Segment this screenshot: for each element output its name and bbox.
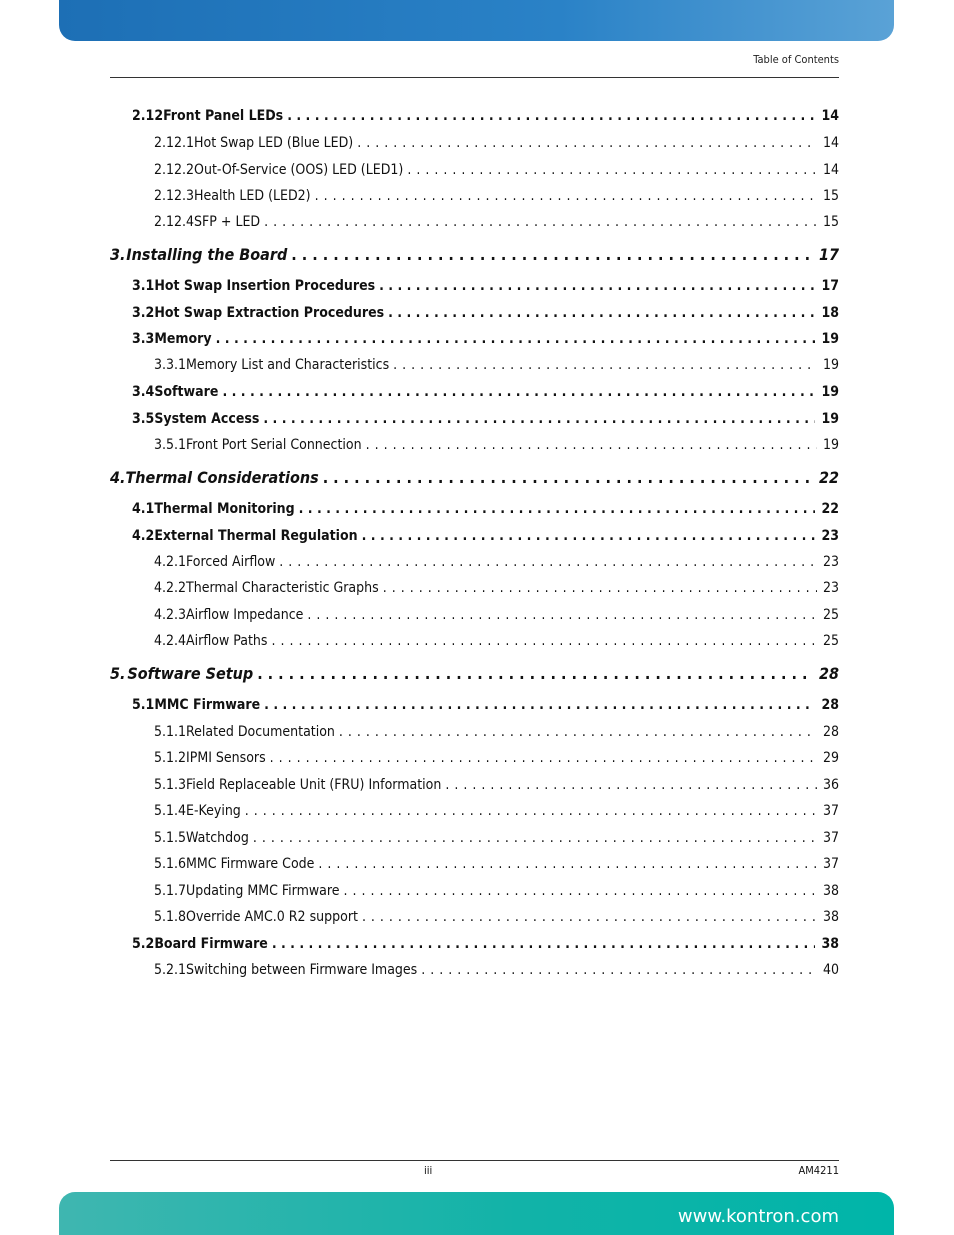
dot-leader xyxy=(216,331,816,347)
dot-leader xyxy=(379,278,815,294)
toc-entry[interactable] xyxy=(110,214,839,234)
header-rule xyxy=(110,77,839,78)
toc-entry-page[interactable]: 37 xyxy=(822,830,839,846)
toc-entry-page[interactable]: 28 xyxy=(822,724,839,740)
toc-entry-number: 4.2.2 xyxy=(154,580,187,596)
bottom-banner xyxy=(59,1192,894,1235)
toc-entry-title[interactable]: MMC Firmware Code xyxy=(186,856,315,872)
dot-leader xyxy=(357,135,817,151)
toc-entry-page[interactable]: 19 xyxy=(822,357,839,373)
toc-entry-page[interactable]: 17 xyxy=(821,278,839,294)
toc-entry[interactable] xyxy=(110,411,839,431)
dot-leader xyxy=(315,188,817,204)
toc-entry-number: 5.1.6 xyxy=(154,856,187,872)
toc-entry[interactable] xyxy=(110,724,839,744)
toc-entry-title[interactable]: Airflow Impedance xyxy=(186,607,304,623)
toc-entry-page[interactable]: 36 xyxy=(822,777,839,793)
toc-entry-title[interactable]: Front Port Serial Connection xyxy=(186,437,362,453)
toc-entry-title[interactable]: Hot Swap Insertion Procedures xyxy=(154,278,376,294)
toc-entry-title[interactable]: Related Documentation xyxy=(186,724,335,740)
dot-leader xyxy=(264,697,815,713)
toc-entry[interactable] xyxy=(110,856,839,876)
toc-entry[interactable] xyxy=(110,664,839,684)
toc-entry[interactable] xyxy=(110,697,839,717)
toc-entry-number: 5.1 xyxy=(132,697,155,713)
toc-entry-page[interactable]: 37 xyxy=(822,856,839,872)
toc-entry[interactable] xyxy=(110,188,839,208)
toc-entry[interactable] xyxy=(110,936,839,956)
toc-entry-title[interactable]: Updating MMC Firmware xyxy=(186,883,340,899)
toc-entry-number: 3. xyxy=(110,245,126,264)
toc-entry-title[interactable]: Watchdog xyxy=(186,830,249,846)
toc-entry-page[interactable]: 23 xyxy=(822,580,839,596)
toc-entry[interactable] xyxy=(110,883,839,903)
toc-entry[interactable] xyxy=(110,384,839,404)
toc-entry-number: 5.1.1 xyxy=(154,724,187,740)
toc-entry-title[interactable]: Airflow Paths xyxy=(186,633,268,649)
toc-entry-title[interactable]: Software Setup xyxy=(127,664,254,683)
footer-page-number: iii xyxy=(424,1164,433,1177)
toc-entry-title[interactable]: MMC Firmware xyxy=(154,697,261,713)
toc-entry-number: 4.2.1 xyxy=(154,554,187,570)
dot-leader xyxy=(344,883,817,899)
dot-leader xyxy=(222,384,815,400)
toc-entry-page[interactable]: 17 xyxy=(818,245,839,264)
dot-leader xyxy=(323,468,813,487)
toc-entry-title[interactable]: Health LED (LED2) xyxy=(194,188,311,204)
dot-leader xyxy=(362,528,816,544)
toc-entry[interactable] xyxy=(110,750,839,770)
top-banner xyxy=(59,0,894,41)
toc-entry-number: 5.1.2 xyxy=(154,750,187,766)
toc-entry-page[interactable]: 14 xyxy=(821,108,839,124)
toc-entry[interactable] xyxy=(110,830,839,850)
toc-entry-title[interactable]: Override AMC.0 R2 support xyxy=(186,909,358,925)
toc-entry-number: 3.5 xyxy=(132,411,155,427)
toc-entry[interactable] xyxy=(110,803,839,823)
dot-leader xyxy=(393,357,817,373)
dot-leader xyxy=(445,777,817,793)
toc-entry[interactable] xyxy=(110,962,839,982)
toc-entry[interactable] xyxy=(110,278,839,298)
toc-entry-number: 2.12.2 xyxy=(154,162,195,178)
toc-entry[interactable] xyxy=(110,468,839,488)
toc-entry-title[interactable]: Hot Swap LED (Blue LED) xyxy=(194,135,354,151)
dot-leader xyxy=(421,962,817,978)
toc-entry-page[interactable]: 28 xyxy=(821,697,839,713)
toc-entry-number: 5. xyxy=(110,664,126,683)
toc-entry-title[interactable]: Memory xyxy=(154,331,212,347)
toc-entry[interactable] xyxy=(110,135,839,155)
toc-entry-title[interactable]: Field Replaceable Unit (FRU) Information xyxy=(186,777,442,793)
toc-entry-number: 2.12 xyxy=(132,108,164,124)
toc-entry-title[interactable]: External Thermal Regulation xyxy=(154,528,358,544)
dot-leader xyxy=(253,830,817,846)
header-section-label: Table of Contents xyxy=(753,53,839,66)
toc-entry-title[interactable]: Thermal Considerations xyxy=(125,468,319,487)
toc-entry-title[interactable]: Forced Airflow xyxy=(186,554,276,570)
dot-leader xyxy=(299,501,816,517)
toc-entry-title[interactable]: Out-Of-Service (OOS) LED (LED1) xyxy=(194,162,404,178)
toc-entry[interactable] xyxy=(110,777,839,797)
toc-entry-page[interactable]: 19 xyxy=(822,437,839,453)
footer-product: AM4211 xyxy=(798,1164,839,1177)
toc-entry-number: 4. xyxy=(110,468,126,487)
toc-entry-page[interactable]: 23 xyxy=(821,528,839,544)
toc-entry-page[interactable]: 14 xyxy=(822,135,839,151)
toc-entry[interactable] xyxy=(110,607,839,627)
toc-entry-page[interactable]: 25 xyxy=(822,607,839,623)
toc-entry[interactable] xyxy=(110,580,839,600)
website-link[interactable]: www.kontron.com xyxy=(677,1206,839,1227)
toc-entry[interactable] xyxy=(110,909,839,929)
toc-entry[interactable] xyxy=(110,501,839,521)
toc-entry-number: 4.1 xyxy=(132,501,155,517)
toc-entry[interactable] xyxy=(110,633,839,653)
footer-rule xyxy=(110,1160,839,1161)
toc-entry-title[interactable]: Hot Swap Extraction Procedures xyxy=(154,305,385,321)
toc-entry-number: 2.12.4 xyxy=(154,214,195,230)
toc-entry-page[interactable]: 29 xyxy=(822,750,839,766)
toc-entry-page[interactable]: 23 xyxy=(822,554,839,570)
toc-entry[interactable] xyxy=(110,305,839,325)
toc-entry-title[interactable]: Switching between Firmware Images xyxy=(186,962,418,978)
toc-entry-page[interactable]: 25 xyxy=(822,633,839,649)
toc-entry-number: 5.1.3 xyxy=(154,777,187,793)
toc-entry-number: 5.1.4 xyxy=(154,803,187,819)
toc-entry-title[interactable]: SFP + LED xyxy=(194,214,261,230)
toc-entry-title[interactable]: Memory List and Characteristics xyxy=(186,357,390,373)
toc-entry-page[interactable]: 19 xyxy=(821,331,839,347)
toc-entry-number: 3.2 xyxy=(132,305,155,321)
dot-leader xyxy=(257,664,813,683)
dot-leader xyxy=(245,803,817,819)
toc-entry-title[interactable]: IPMI Sensors xyxy=(186,750,266,766)
toc-entry[interactable] xyxy=(110,357,839,377)
dot-leader xyxy=(287,108,815,124)
toc-entry-number: 4.2 xyxy=(132,528,155,544)
toc-entry-number: 3.5.1 xyxy=(154,437,187,453)
toc-entry-page[interactable]: 15 xyxy=(822,214,839,230)
toc-entry-number: 3.3.1 xyxy=(154,357,187,373)
toc-entry-title[interactable]: Installing the Board xyxy=(126,245,288,264)
toc-entry-title[interactable]: E-Keying xyxy=(186,803,241,819)
toc-entry-page[interactable]: 22 xyxy=(818,468,839,487)
dot-leader xyxy=(383,580,817,596)
toc-entry-title[interactable]: Board Firmware xyxy=(154,936,268,952)
dot-leader xyxy=(272,936,816,952)
toc-entry-page[interactable]: 37 xyxy=(822,803,839,819)
dot-leader xyxy=(362,909,817,925)
toc-entry-page[interactable]: 40 xyxy=(822,962,839,978)
dot-leader xyxy=(291,245,813,264)
dot-leader xyxy=(407,162,817,178)
toc-entry[interactable] xyxy=(110,108,839,128)
dot-leader xyxy=(263,411,815,427)
toc-entry-page[interactable]: 19 xyxy=(821,384,839,400)
toc-entry[interactable] xyxy=(110,437,839,457)
dot-leader xyxy=(388,305,815,321)
toc-entry-number: 3.3 xyxy=(132,331,155,347)
dot-leader xyxy=(270,750,817,766)
toc-entry-number: 2.12.1 xyxy=(154,135,195,151)
toc-entry-number: 4.2.3 xyxy=(154,607,187,623)
toc-entry-number: 3.4 xyxy=(132,384,155,400)
dot-leader xyxy=(339,724,817,740)
toc-entry[interactable] xyxy=(110,245,839,265)
toc-entry-title[interactable]: Software xyxy=(154,384,219,400)
toc-entry-number: 5.2.1 xyxy=(154,962,187,978)
toc-entry-number: 3.1 xyxy=(132,278,155,294)
toc-entry-title[interactable]: System Access xyxy=(154,411,260,427)
toc-entry-title[interactable]: Thermal Characteristic Graphs xyxy=(186,580,379,596)
toc-entry-page[interactable]: 22 xyxy=(821,501,839,517)
toc-entry[interactable] xyxy=(110,554,839,574)
toc-entry[interactable] xyxy=(110,331,839,351)
toc-entry-title[interactable]: Thermal Monitoring xyxy=(154,501,295,517)
toc-entry[interactable] xyxy=(110,528,839,548)
toc-entry-number: 5.1.5 xyxy=(154,830,187,846)
dot-leader xyxy=(366,437,817,453)
dot-leader xyxy=(307,607,817,623)
dot-leader xyxy=(264,214,817,230)
dot-leader xyxy=(271,633,817,649)
toc-entry[interactable] xyxy=(110,162,839,182)
toc-entry-page[interactable]: 38 xyxy=(822,909,839,925)
toc-entry-number: 5.1.7 xyxy=(154,883,187,899)
toc-entry-title[interactable]: Front Panel LEDs xyxy=(163,108,284,124)
toc-entry-page[interactable]: 14 xyxy=(822,162,839,178)
dot-leader xyxy=(318,856,817,872)
dot-leader xyxy=(279,554,817,570)
toc-entry-page[interactable]: 38 xyxy=(821,936,839,952)
toc-entry-number: 4.2.4 xyxy=(154,633,187,649)
toc-entry-number: 5.2 xyxy=(132,936,155,952)
toc-entry-page[interactable]: 19 xyxy=(821,411,839,427)
toc-entry-page[interactable]: 38 xyxy=(822,883,839,899)
toc-entry-page[interactable]: 28 xyxy=(818,664,839,683)
toc-entry-number: 2.12.3 xyxy=(154,188,195,204)
toc-entry-number: 5.1.8 xyxy=(154,909,187,925)
toc-entry-page[interactable]: 18 xyxy=(821,305,839,321)
toc-entry-page[interactable]: 15 xyxy=(822,188,839,204)
